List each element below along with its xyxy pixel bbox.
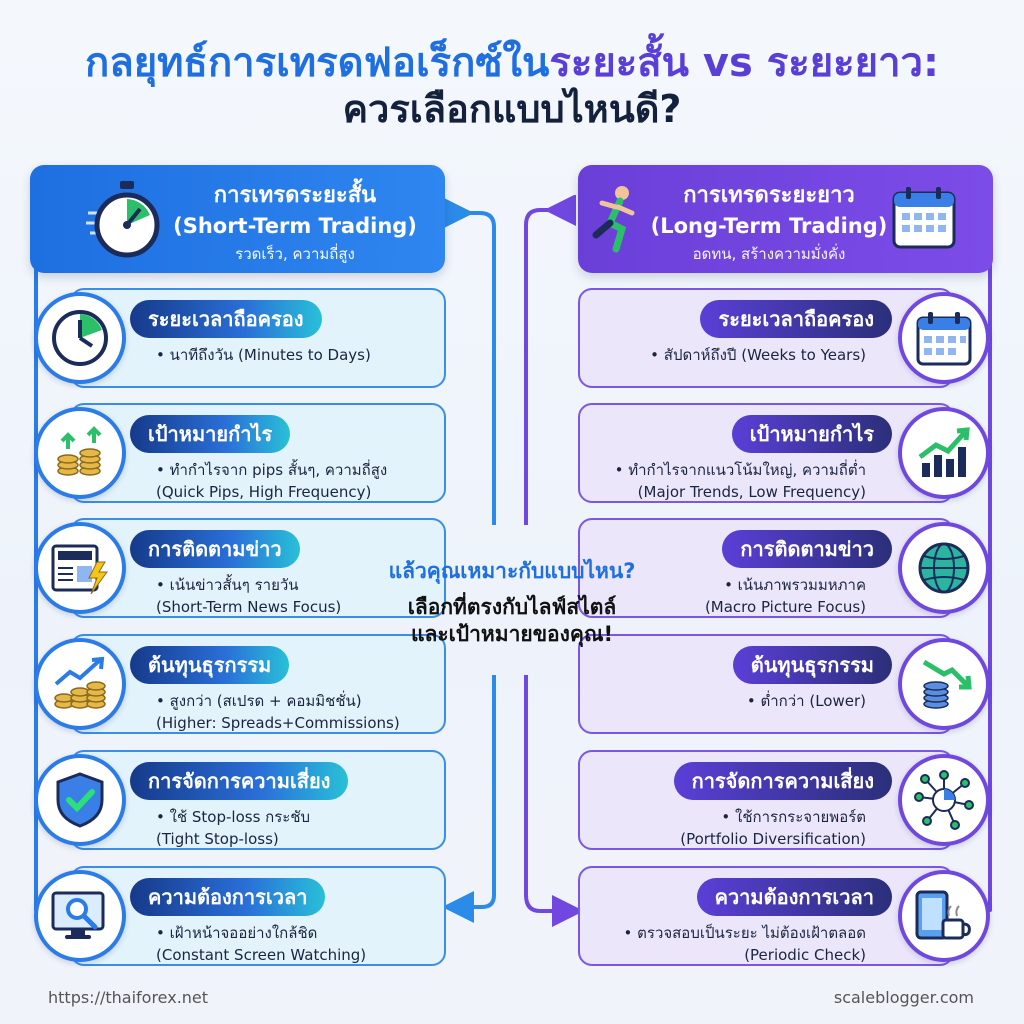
network-pie-icon bbox=[898, 754, 990, 846]
short-term-row-profit bbox=[34, 403, 446, 503]
monitor-magnifier-icon bbox=[34, 870, 126, 962]
bar-chart-up-icon bbox=[898, 407, 990, 499]
desc-line1: • ทำกำไรจากแนวโน้มใหญ่, ความถี่ต่ำ bbox=[614, 461, 866, 479]
center-question: แล้วคุณเหมาะกับแบบไหน? bbox=[388, 559, 636, 583]
long-term-subtitle: อดทน, สร้างความมั่งคั่ง bbox=[692, 245, 846, 263]
short-term-desc-risk bbox=[156, 806, 310, 850]
short-term-desc-cost bbox=[156, 690, 400, 734]
long-term-desc-cost bbox=[747, 690, 866, 712]
long-term-row-holding bbox=[578, 288, 990, 388]
long-term-row-cost bbox=[578, 634, 990, 734]
desc-line1: • สัปดาห์ถึงปี (Weeks to Years) bbox=[650, 346, 866, 364]
calendar-icon bbox=[898, 292, 990, 384]
desc-line1: • ต่ำกว่า (Lower) bbox=[746, 692, 866, 710]
title-part1: กลยุทธ์การเทรดฟอเร็กซ์ใน bbox=[85, 40, 550, 86]
globe-icon bbox=[898, 522, 990, 614]
long-term-label-time: ความต้องการเวลา bbox=[697, 878, 892, 916]
newspaper-icon bbox=[34, 522, 126, 614]
page-title bbox=[0, 40, 1024, 132]
long-term-label-cost: ต้นทุนธุรกรรม bbox=[733, 646, 892, 684]
desc-line1: • ตรวจสอบเป็นระยะ ไม่ต้องเฝ้าตลอด bbox=[623, 924, 866, 942]
long-term-title-th: การเทรดระยะยาว bbox=[683, 183, 855, 208]
desc-line2: (Constant Screen Watching) bbox=[156, 946, 367, 964]
short-term-row-risk bbox=[34, 750, 446, 850]
tablet-coffee-icon bbox=[898, 870, 990, 962]
calendar-icon bbox=[890, 183, 960, 253]
short-term-desc-news bbox=[156, 574, 341, 618]
short-term-label-profit: เป้าหมายกำไร bbox=[130, 415, 290, 453]
desc-line1: • ใช้การกระจายพอร์ต bbox=[721, 808, 866, 826]
desc-line2: (Portfolio Diversification) bbox=[680, 830, 866, 848]
long-term-desc-holding bbox=[650, 344, 866, 366]
long-term-label-risk: การจัดการความเสี่ยง bbox=[674, 762, 892, 800]
clock-icon bbox=[34, 292, 126, 384]
desc-line1: • ใช้ Stop-loss กระชับ bbox=[156, 808, 311, 826]
long-term-header bbox=[578, 165, 993, 273]
long-term-row-profit bbox=[578, 403, 990, 503]
desc-line2: (Tight Stop-loss) bbox=[156, 830, 279, 848]
center-answer bbox=[330, 594, 694, 649]
center-answer-line2: และเป้าหมายของคุณ! bbox=[410, 622, 614, 647]
short-term-subtitle: รวดเร็ว, ความถี่สูง bbox=[235, 245, 355, 263]
desc-line1: • เน้นภาพรวมมหภาค bbox=[724, 576, 866, 594]
coins-up-icon bbox=[34, 407, 126, 499]
center-callout bbox=[330, 555, 694, 649]
short-term-desc-holding bbox=[156, 344, 371, 366]
desc-line2: (Quick Pips, High Frequency) bbox=[156, 483, 372, 501]
long-term-title-en: (Long-Term Trading) bbox=[650, 214, 888, 238]
long-term-label-profit: เป้าหมายกำไร bbox=[732, 415, 892, 453]
short-term-label-time: ความต้องการเวลา bbox=[130, 878, 325, 916]
center-answer-line1: เลือกที่ตรงกับไลฟ์สไตล์ bbox=[407, 595, 617, 619]
long-term-desc-profit bbox=[615, 459, 866, 503]
desc-line2: (Macro Picture Focus) bbox=[704, 598, 866, 616]
long-term-row-risk bbox=[578, 750, 990, 850]
short-term-label-holding: ระยะเวลาถือครอง bbox=[130, 300, 322, 338]
shield-check-icon bbox=[34, 754, 126, 846]
desc-line2: (Periodic Check) bbox=[744, 946, 866, 964]
long-term-desc-risk bbox=[680, 806, 866, 850]
desc-line2: (Higher: Spreads+Commissions) bbox=[156, 714, 400, 732]
title-part2: ระยะสั้น vs ระยะยาว: bbox=[549, 40, 939, 86]
short-term-desc-time bbox=[156, 922, 366, 966]
short-term-title-en: (Short-Term Trading) bbox=[173, 214, 417, 238]
short-term-row-time bbox=[34, 866, 446, 966]
long-term-label-news: การติดตามข่าว bbox=[722, 530, 892, 568]
short-term-row-cost bbox=[34, 634, 446, 734]
short-term-title-th: การเทรดระยะสั้น bbox=[213, 183, 377, 208]
short-term-header bbox=[30, 165, 445, 273]
desc-line1: • ทำกำไรจาก pips สั้นๆ, ความถี่สูง bbox=[156, 461, 388, 479]
short-term-label-cost: ต้นทุนธุรกรรม bbox=[130, 646, 289, 684]
long-term-row-time bbox=[578, 866, 990, 966]
coins-trend-down-icon bbox=[898, 638, 990, 730]
short-term-label-risk: การจัดการความเสี่ยง bbox=[130, 762, 348, 800]
title-line2: ควรเลือกแบบไหนดี? bbox=[342, 87, 682, 132]
short-term-label-news: การติดตามข่าว bbox=[130, 530, 300, 568]
long-term-desc-news bbox=[705, 574, 866, 618]
long-term-desc-time bbox=[624, 922, 866, 966]
footer-left-url: https://thaiforex.net bbox=[48, 988, 209, 1007]
coins-trend-up-icon bbox=[34, 638, 126, 730]
short-term-row-holding bbox=[34, 288, 446, 388]
short-term-desc-profit bbox=[156, 459, 387, 503]
desc-line1: • เน้นข่าวสั้นๆ รายวัน bbox=[156, 576, 299, 594]
desc-line2: (Major Trends, Low Frequency) bbox=[637, 483, 866, 501]
stopwatch-icon bbox=[86, 179, 166, 259]
desc-line2: (Short-Term News Focus) bbox=[156, 598, 342, 616]
desc-line1: • สูงกว่า (สเปรด + คอมมิชชั่น) bbox=[156, 692, 362, 710]
footer-right-url: scaleblogger.com bbox=[833, 988, 974, 1007]
desc-line1: • นาทีถึงวัน (Minutes to Days) bbox=[156, 346, 371, 364]
long-term-label-holding: ระยะเวลาถือครอง bbox=[700, 300, 892, 338]
desc-line1: • เฝ้าหน้าจออย่างใกล้ชิด bbox=[156, 924, 318, 942]
